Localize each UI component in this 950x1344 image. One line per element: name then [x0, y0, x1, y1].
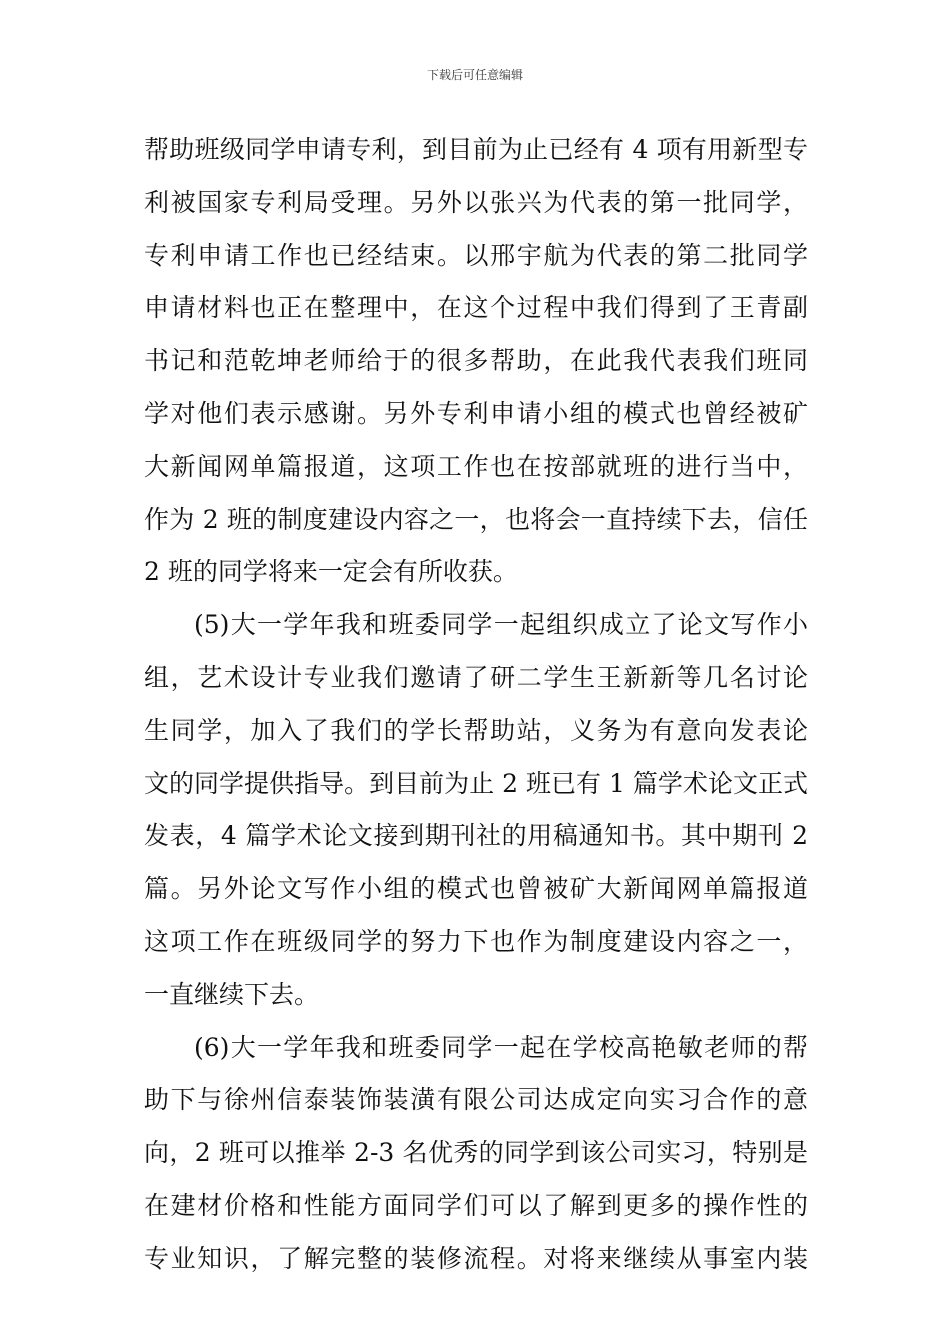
text-line: 学对他们表示感谢。另外专利申请小组的模式也曾经被矿 — [144, 398, 808, 428]
text-line: 助下与徐州信泰装饰装潢有限公司达成定向实习合作的意 — [144, 1085, 808, 1115]
text-line: (5)大一学年我和班委同学一起组织成立了论文写作小 — [194, 610, 808, 640]
text-line: 在建材价格和性能方面同学们可以了解到更多的操作性的 — [144, 1190, 808, 1220]
text-line: 生同学，加入了我们的学长帮助站，义务为有意向发表论 — [144, 715, 808, 745]
text-line: 文的同学提供指导。到目前为止 2 班已有 1 篇学术论文正式 — [144, 768, 808, 798]
text-line: 大新闻网单篇报道，这项工作也在按部就班的进行当中， — [144, 451, 808, 481]
text-line: 一直继续下去。 — [144, 979, 320, 1009]
text-line: 申请材料也正在整理中，在这个过程中我们得到了王青副 — [144, 293, 808, 323]
text-line: 组，艺术设计专业我们邀请了研二学生王新新等几名讨论 — [144, 662, 808, 692]
text-line: 利被国家专利局受理。另外以张兴为代表的第一批同学， — [144, 187, 808, 217]
text-line: 向，2 班可以推举 2-3 名优秀的同学到该公司实习，特别是 — [144, 1138, 808, 1168]
text-line: 篇。另外论文写作小组的模式也曾被矿大新闻网单篇报道 — [144, 874, 808, 904]
text-line: 发表，4 篇学术论文接到期刊社的用稿通知书。其中期刊 2 — [144, 821, 808, 851]
text-line: 专业知识，了解完整的装修流程。对将来继续从事室内装 — [144, 1243, 808, 1273]
text-line: 作为 2 班的制度建设内容之一，也将会一直持续下去，信任 — [144, 504, 808, 534]
text-line: 2 班的同学将来一定会有所收获。 — [144, 557, 518, 587]
body-text — [144, 124, 808, 1286]
text-line: 专利申请工作也已经结束。以邢宇航为代表的第二批同学 — [144, 240, 808, 270]
text-line: 这项工作在班级同学的努力下也作为制度建设内容之一， — [144, 926, 808, 956]
text-line: (6)大一学年我和班委同学一起在学校高艳敏老师的帮 — [194, 1032, 808, 1062]
text-line: 书记和范乾坤老师给于的很多帮助，在此我代表我们班同 — [144, 346, 808, 376]
text-line: 帮助班级同学申请专利，到目前为止已经有 4 项有用新型专 — [144, 135, 808, 164]
page-header: 下载后可任意编辑 — [426, 68, 523, 82]
